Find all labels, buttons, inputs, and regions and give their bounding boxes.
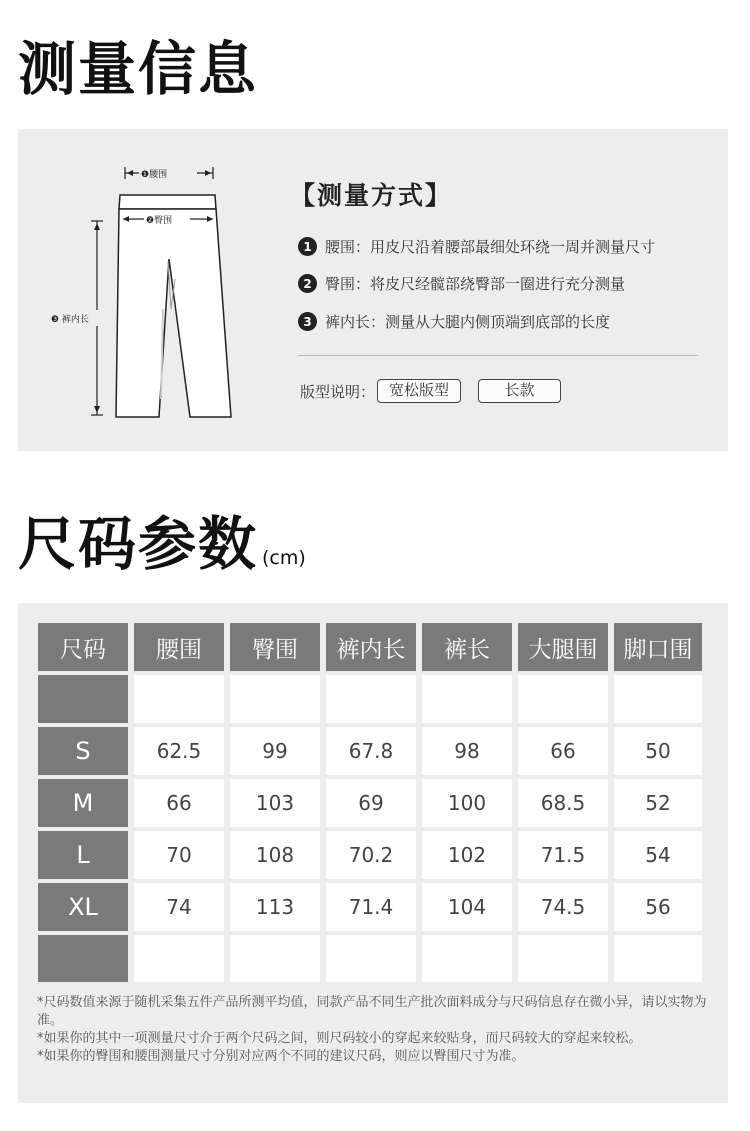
table-cell: 50 xyxy=(614,727,702,775)
fit-tag-loose: 宽松版型 xyxy=(377,379,461,403)
table-cell: 68.5 xyxy=(518,779,608,827)
table-cell: 70.2 xyxy=(326,831,416,879)
size-label-cell: L xyxy=(38,831,128,879)
table-cell: 108 xyxy=(230,831,320,879)
table-cell: 104 xyxy=(422,883,512,931)
size-chart-title xyxy=(18,510,306,578)
size-panel xyxy=(18,603,728,1103)
table-cell xyxy=(518,675,608,723)
size-label-cell: M xyxy=(38,779,128,827)
table-cell: 74.5 xyxy=(518,883,608,931)
method-text: 腰围：用皮尺沿着腰部最细处环绕一周并测量尺寸 xyxy=(325,238,656,256)
table-cell: 103 xyxy=(230,779,320,827)
waist-label: ❶腰围 xyxy=(141,170,168,180)
table-cell xyxy=(134,935,224,982)
table-cell: 69 xyxy=(326,779,416,827)
table-cell xyxy=(518,935,608,982)
size-label-cell: XL xyxy=(38,883,128,931)
size-label-cell: S xyxy=(38,727,128,775)
number-badge: 3 xyxy=(298,312,317,331)
table-cell: 102 xyxy=(422,831,512,879)
pants-diagram xyxy=(51,159,233,429)
size-table xyxy=(38,623,702,982)
table-cell: 56 xyxy=(614,883,702,931)
table-cell: 99 xyxy=(230,727,320,775)
table-cell: 62.5 xyxy=(134,727,224,775)
table-cell: 52 xyxy=(614,779,702,827)
method-text: 裤内长：测量从大腿内侧顶端到底部的长度 xyxy=(325,313,611,331)
table-header-cell: 大腿围 xyxy=(518,623,608,671)
method-inseam xyxy=(298,311,610,332)
size-label-cell xyxy=(38,675,128,723)
fit-label: 版型说明： xyxy=(300,382,376,401)
table-cell xyxy=(614,675,702,723)
table-cell: 67.8 xyxy=(326,727,416,775)
table-cell: 66 xyxy=(134,779,224,827)
table-cell xyxy=(326,675,416,723)
table-cell: 98 xyxy=(422,727,512,775)
table-cell: 113 xyxy=(230,883,320,931)
method-text: 臀围：将皮尺经髋部绕臀部一圈进行充分测量 xyxy=(325,275,626,293)
table-cell: 66 xyxy=(518,727,608,775)
table-header-cell: 尺码 xyxy=(38,623,128,671)
method-title: 【测量方式】 xyxy=(290,181,453,210)
table-cell: 71.4 xyxy=(326,883,416,931)
table-header-cell: 腰围 xyxy=(134,623,224,671)
fit-tag-long: 长款 xyxy=(478,379,561,403)
table-header-cell: 裤长 xyxy=(422,623,512,671)
table-cell: 74 xyxy=(134,883,224,931)
fit-description xyxy=(300,379,561,403)
note-1: *尺码数值来源于随机采集五件产品所测平均值，同款产品不同生产批次面料成分与尺码信息存在微小异，请以实物为准。 xyxy=(37,995,707,1028)
table-cell: 70 xyxy=(134,831,224,879)
table-cell xyxy=(230,935,320,982)
table-cell: 54 xyxy=(614,831,702,879)
size-label-cell xyxy=(38,935,128,982)
divider xyxy=(298,355,698,356)
table-cell xyxy=(614,935,702,982)
table-cell: 71.5 xyxy=(518,831,608,879)
measure-info-title: 测量信息 xyxy=(18,35,259,103)
unit-label: (cm) xyxy=(262,547,306,569)
measure-panel xyxy=(18,129,728,451)
table-cell xyxy=(422,935,512,982)
table-cell xyxy=(230,675,320,723)
hip-label: ❷臀围 xyxy=(146,216,173,226)
table-cell xyxy=(134,675,224,723)
size-notes xyxy=(37,994,717,1066)
note-3: *如果你的臀围和腰围测量尺寸分别对应两个不同的建议尺码，则应以臀围尺寸为准。 xyxy=(37,1049,525,1064)
size-title-text: 尺码参数 xyxy=(18,510,259,578)
table-header-cell: 脚口围 xyxy=(614,623,702,671)
method-waist xyxy=(298,236,655,257)
table-cell: 100 xyxy=(422,779,512,827)
table-header-cell: 裤内长 xyxy=(326,623,416,671)
number-badge: 2 xyxy=(298,274,317,293)
table-cell xyxy=(422,675,512,723)
note-2: *如果你的其中一项测量尺寸介于两个尺码之间，则尺码较小的穿起来较贴身，而尺码较大的穿起来较松。 xyxy=(37,1031,642,1046)
number-badge: 1 xyxy=(298,237,317,256)
table-cell xyxy=(326,935,416,982)
table-header-cell: 臀围 xyxy=(230,623,320,671)
method-hip xyxy=(298,273,625,294)
inseam-label: ❸ 裤内长 xyxy=(51,315,89,325)
